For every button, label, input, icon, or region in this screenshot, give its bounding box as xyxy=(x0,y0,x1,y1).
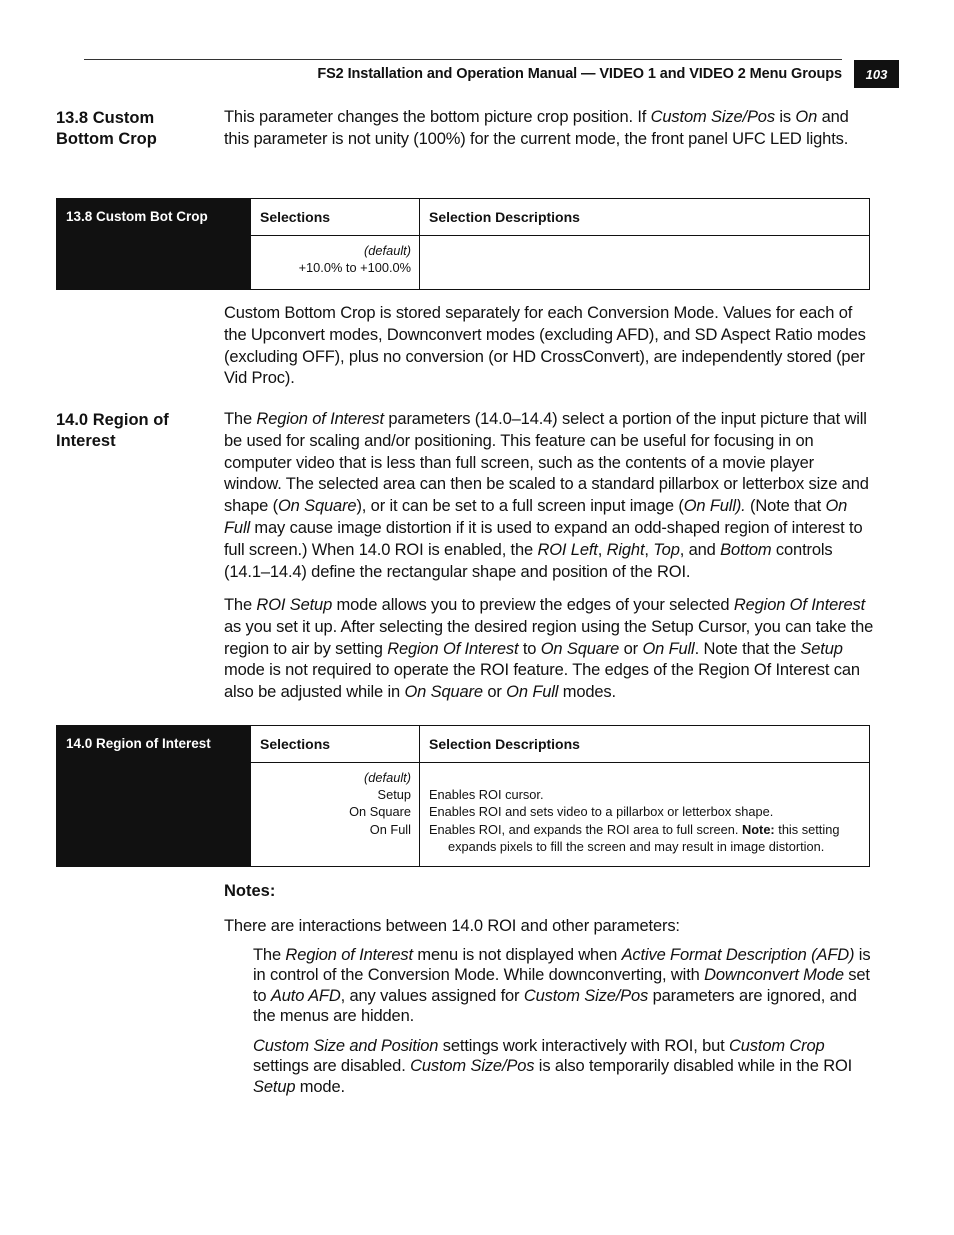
section-heading-14-0 xyxy=(56,410,169,452)
notes-heading: Notes: xyxy=(224,882,276,900)
selections-cell xyxy=(251,763,420,866)
description-on-full: Enables ROI, and expands the ROI area to full screen. Note: this setting expands pixels to fill the screen and may result in image distortion. xyxy=(429,821,840,854)
heading-line: Bottom Crop xyxy=(56,130,157,148)
note-item-2: Custom Size and Position settings work interactively with ROI, but Custom Crop settings are disabled. Custom Size/Pos is also temporarily disabled while in the ROI Setup mode. xyxy=(253,1037,853,1096)
table-region-of-interest xyxy=(56,725,870,867)
column-header-descriptions: Selection Descriptions xyxy=(420,726,869,763)
selection-setup: Setup xyxy=(377,787,411,803)
column-header-selections: Selections xyxy=(251,726,420,763)
section-14-0-paragraph-1: The Region of Interest parameters (14.0–14.4) select a portion of the input picture that will be used for scaling and/or positioning. This feature can be useful for focusing in on computer video that is less than full screen, such as the contents of a movie player window. The selected area can then be scaled to a standard pillarbox or letterbox size and shape (On Square), or it can be set to a full screen input image (On Full). (Note that On Full may cause image distortion if it is used to expand an odd-shaped region of interest to full screen.) When 14.0 ROI is enabled, the ROI Left, Right, Top, and Bottom controls (14.1–14.4) define the rectangular shape and position of the ROI. xyxy=(224,410,869,581)
page-number-badge xyxy=(854,60,899,88)
page-number: 103 xyxy=(865,67,888,82)
default-tag: (default) xyxy=(364,243,411,258)
descriptions-cell xyxy=(420,236,869,289)
default-tag: (default) xyxy=(364,770,411,785)
description-on-square: Enables ROI and sets video to a pillarbox or letterbox shape. xyxy=(429,804,774,820)
selection-on-square: On Square xyxy=(349,804,411,820)
table-custom-bot-crop xyxy=(56,198,870,290)
heading-line: 14.0 Region of xyxy=(56,411,169,429)
descriptions-cell xyxy=(420,763,869,866)
description-spacer xyxy=(429,769,861,786)
running-header-title: FS2 Installation and Operation Manual — VIDEO 1 and VIDEO 2 Menu Groups xyxy=(317,66,842,82)
section-13-8-storage-note: Custom Bottom Crop is stored separately for each Conversion Mode. Values for each of the Upconvert modes, Downconvert modes (excluding AFD), and SD Aspect Ratio modes (excluding OFF), plus no conversion (or HD CrossConvert), are independently stored (per Vid Proc). xyxy=(224,304,866,388)
selection-range: +10.0% to +100.0% xyxy=(298,260,411,276)
notes-intro: There are interactions between 14.0 ROI and other parameters: xyxy=(224,917,680,935)
column-header-descriptions: Selection Descriptions xyxy=(420,199,869,236)
selection-on-full: On Full xyxy=(369,821,411,837)
selections-cell xyxy=(251,236,420,289)
section-13-8-intro: This parameter changes the bottom picture crop position. If Custom Size/Pos is On and this parameter is not unity (100%) for the current mode, the front panel UFC LED lights. xyxy=(224,108,849,148)
column-header-selections: Selections xyxy=(251,199,420,236)
header-rule xyxy=(84,59,842,60)
section-14-0-paragraph-2: The ROI Setup mode allows you to preview the edges of your selected Region Of Interest as you set it up. After selecting the desired region using the Setup Cursor, you can take the region to air by setting Region Of Interest to On Square or On Full. Note that the Setup mode is not required to operate the ROI feature. The edges of the Region Of Interest can also be adjusted while in On Square or On Full modes. xyxy=(224,596,874,702)
table-label: 14.0 Region of Interest xyxy=(57,726,251,866)
description-setup: Enables ROI cursor. xyxy=(429,787,544,803)
heading-line: 13.8 Custom xyxy=(56,109,155,127)
heading-line: Interest xyxy=(56,432,116,450)
note-item-1: The Region of Interest menu is not displayed when Active Format Description (AFD) is in control of the Conversion Mode. While downconverting, with Downconvert Mode set to Auto AFD, any values assigned for Custom Size/Pos parameters are ignored, and the menus are hidden. xyxy=(253,946,871,1025)
section-heading-13-8 xyxy=(56,108,157,150)
table-label: 13.8 Custom Bot Crop xyxy=(57,199,251,289)
